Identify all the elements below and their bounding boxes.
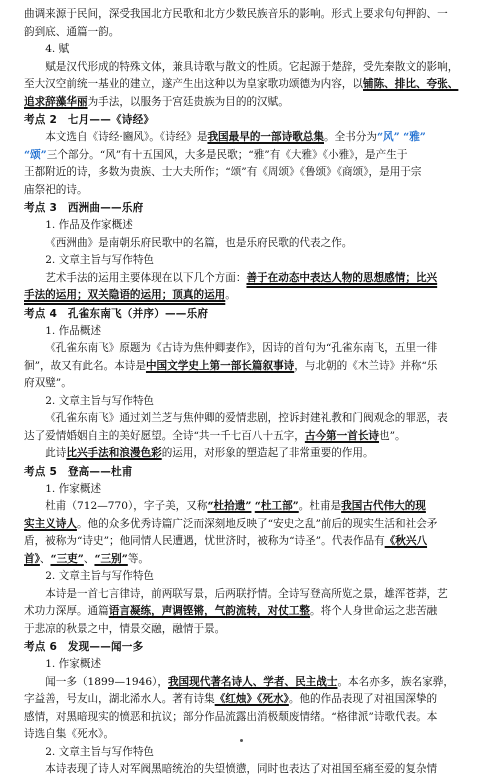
plain-text: 赋是汉代形成的特殊文体，兼具诗歌与散文的性质。它起源于楚辞，受先秦散文的影响， (45, 60, 459, 73)
plain-text: 于悲凉的秋景之中，情景交融，融情于景。 (24, 622, 226, 635)
text-line (24, 375, 479, 393)
plain-text: 2. 文章主旨与写作特色 (45, 745, 155, 758)
text-line (24, 129, 479, 147)
plain-text: 庙祭祀的诗。 (24, 183, 88, 196)
text-line (24, 147, 479, 165)
emphasis-text: 《秋兴八 (384, 535, 428, 547)
plain-text: 1. 作品及作家概述 (45, 219, 133, 231)
text-line (24, 217, 479, 235)
text-line (24, 252, 479, 270)
text-line (24, 481, 479, 499)
emphasis-text: 实主义诗人 (24, 517, 77, 530)
plain-text: 三个部分。“风”有十五国风，大多是民歌；“雅”有《大雅》《小雅》，是产生于 (46, 148, 408, 161)
plain-text: 至大汉空前统一基业的建立，遂产生出这种以为皇家歌功颂德为内容，以 (24, 78, 363, 90)
plain-text: 1. 作品概述 (45, 324, 102, 337)
text-line (24, 428, 479, 446)
plain-text: 曲调来源于民间，深受我国北方民歌和北方少数民族音乐的影响。形式上要求句句押韵、一 (24, 8, 448, 20)
plain-text: 等。 (127, 552, 150, 565)
plain-text: 。他的作品表现了对祖国深挚的 (288, 693, 438, 705)
page-mark (240, 739, 243, 742)
plain-text: ，与北朝的《木兰诗》并称“乐 (294, 359, 438, 372)
text-line (24, 287, 479, 305)
text-line (24, 410, 479, 428)
plain-text: 1. 作家概述 (45, 658, 102, 670)
plain-text: 考点 6 发现——闻一多 (24, 641, 144, 653)
plain-text: 本文选自《诗经·豳风》。《诗经》是 (45, 131, 208, 143)
emphasis-text: 比兴手法和浪漫色彩 (66, 447, 162, 459)
text-line (24, 516, 479, 534)
plain-text: 的运用，对形象的塑造起了非常重要的作用。 (161, 447, 374, 459)
text-line (24, 340, 479, 358)
plain-text: 徊”，故又有此名。本诗是 (24, 359, 146, 372)
text-line (24, 726, 479, 744)
plain-text: 。全书分为 (324, 131, 377, 143)
plain-text: 《孔雀东南飞》原题为《古诗为焦仲卿妻作》，因诗的首句为“孔雀东南飞，五里一徘 (45, 342, 438, 354)
text-line (24, 709, 479, 727)
text-line (24, 691, 479, 709)
plain-text: 。本名亦多，族名家骅， (337, 675, 454, 688)
emphasis-text: 古今第一首长诗 (304, 429, 380, 442)
plain-text: 《孔雀东南飞》通过刘兰芝与焦仲卿的爱情悲剧，控诉封建礼教和门阀观念的罪恶，表 (45, 412, 448, 424)
text-line (24, 621, 479, 639)
text-line (24, 568, 479, 586)
plain-text: 。他的众多优秀诗篇广泛而深刻地反映了“安史之乱”前后的现实生活和社会矛 (76, 517, 438, 530)
plain-text: 达了爱情婚姻自主的美好愿望。全诗“共一千七百八十五字， (24, 429, 305, 442)
plain-text: 本诗表现了诗人对军阀黑暗统治的失望愤懑，同时也表达了对祖国至痛至爱的复杂情 (45, 763, 438, 775)
quoted-term: “颂” (24, 148, 47, 161)
plain-text: 2. 文章主旨与写作特色 (45, 570, 155, 582)
text-line (24, 551, 479, 569)
text-line (24, 656, 479, 674)
text-line (24, 393, 479, 411)
section-heading (24, 199, 479, 217)
text-line (24, 586, 479, 604)
text-line (24, 6, 479, 24)
plain-text: 1. 作家概述 (45, 482, 102, 495)
plain-text: 闻一多（1899—1946）， (45, 675, 168, 688)
quoted-term: “雅” (403, 131, 426, 143)
emphasis-text: 我国古代伟大的现 (341, 500, 426, 512)
text-line (24, 59, 479, 77)
plain-text: 考点 5 登高——杜甫 (24, 465, 133, 478)
plain-text: 考点 3 西洲曲——乐府 (24, 202, 144, 214)
emphasis-text: “杜拾遗” (207, 500, 252, 512)
emphasis-text: 首》 (24, 552, 40, 565)
plain-text: 王都附近的诗，多数为贵族、士大夫所作；“颂”有《周颂》《鲁颂》《商颂》，是用于宗 (24, 166, 422, 178)
emphasis-text: 我国现代著名诗人、学者、民主战士 (167, 675, 338, 688)
emphasis-text: 手法的运用；双关隐语的运用；顶真的运用 (24, 289, 226, 301)
text-line (24, 94, 479, 112)
section-heading (24, 111, 479, 129)
plain-text: 。 (225, 289, 236, 301)
section-heading (24, 305, 479, 323)
text-line (24, 358, 479, 376)
plain-text: 术功力深厚。通篇 (24, 605, 109, 617)
text-line (24, 24, 479, 42)
plain-text: 考点 4 孔雀东南飞（并序）——乐府 (24, 307, 209, 320)
text-line (24, 76, 479, 94)
plain-text: 本诗是一首七言律诗，前两联写景，后两联抒情。全诗写登高所览之景，雄浑苍莽，艺 (45, 587, 448, 600)
emphasis-text: 我国最早的一部诗歌总集 (207, 131, 324, 143)
plain-text: 考点 2 七月——《诗经》 (24, 114, 155, 126)
plain-text: 感情，对黑暗现实的愤恶和抗议；部分作品流露出消极颓废情绪。“格律派”诗歌代表。本 (24, 710, 438, 723)
document-body (24, 6, 479, 779)
text-line (24, 235, 479, 253)
plain-text: 杜甫（712—770），字子美，又称 (45, 500, 208, 512)
plain-text: 字益善，号友山，湖北浠水人。著有诗集 (24, 693, 215, 705)
plain-text: 艺术手法的运用主要体现在以下几个方面： (45, 271, 247, 284)
section-heading (24, 463, 479, 481)
plain-text: 2. 文章主旨与写作特色 (45, 254, 155, 266)
plain-text: 盾，被称为“诗史”；他同情人民遭遇，忧世济时，被称为“诗圣”。代表作品有 (24, 535, 385, 547)
plain-text: 、 (83, 552, 95, 565)
plain-text: 此诗 (45, 447, 67, 459)
emphasis-text: 追求辞藻华丽 (24, 95, 88, 108)
quoted-term: “风” (376, 131, 400, 143)
text-line (24, 445, 479, 463)
section-heading (24, 638, 479, 656)
plain-text: 为手法，以服务于宫廷贵族为目的的汉赋。 (87, 95, 289, 108)
emphasis-text: 语言凝练，声调铿锵，气韵流转，对仗工整 (108, 605, 311, 617)
plain-text: 4. 赋 (45, 43, 70, 55)
text-line (24, 270, 479, 288)
text-line (24, 744, 479, 762)
plain-text: 。杜甫是 (298, 500, 342, 512)
text-line (24, 41, 479, 59)
plain-text: 2. 文章主旨与写作特色 (45, 394, 155, 407)
emphasis-text: 善于在动态中表达人物的思想感情；比兴 (246, 271, 438, 284)
plain-text: 府双璧”。 (24, 377, 72, 389)
emphasis-text: 铺陈、排比、夸张、 (363, 78, 459, 90)
text-line (24, 761, 479, 779)
plain-text: 诗选自集《死水》。 (24, 728, 115, 740)
text-line (24, 498, 479, 516)
emphasis-text: “三吏” (50, 552, 84, 565)
text-line (24, 323, 479, 341)
emphasis-text: 中国文学史上第一部长篇叙事诗 (145, 359, 295, 372)
emphasis-text: “杜工部” (254, 500, 299, 512)
emphasis-text: “三别” (94, 552, 128, 565)
plain-text: 韵到底、通篇一韵。 (24, 25, 120, 38)
plain-text: 也”。 (379, 429, 406, 442)
text-line (24, 182, 479, 200)
text-line (24, 164, 479, 182)
plain-text: 、 (39, 552, 51, 565)
text-line (24, 674, 479, 692)
text-line (24, 603, 479, 621)
plain-text: 《西洲曲》是南朝乐府民歌中的名篇，也是乐府民歌的代表之作。 (45, 236, 353, 249)
plain-text: 。将个人身世命运之悲苦融 (310, 605, 438, 617)
emphasis-text: 《红烛》《死水》 (214, 693, 289, 705)
text-line (24, 533, 479, 551)
